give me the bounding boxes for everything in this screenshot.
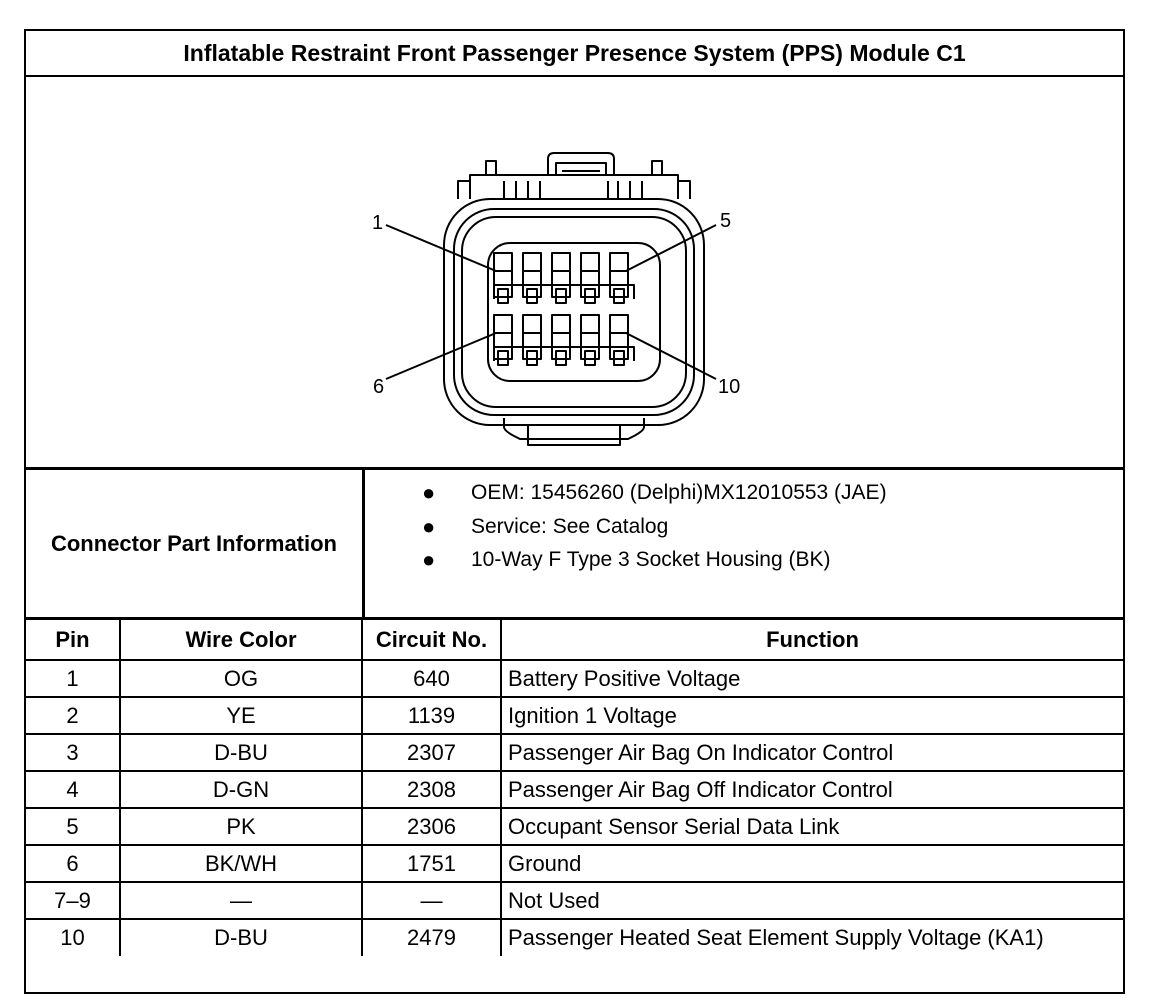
cell-pin: 4 bbox=[26, 771, 120, 808]
cell-function: Not Used bbox=[501, 882, 1123, 919]
connector-info-label: Connector Part Information bbox=[26, 470, 365, 617]
cell-wire-color: D-BU bbox=[120, 919, 362, 956]
cell-function: Passenger Air Bag Off Indicator Control bbox=[501, 771, 1123, 808]
cell-circuit: 2307 bbox=[362, 734, 501, 771]
connector-sheet bbox=[24, 29, 1125, 994]
cell-circuit: 1751 bbox=[362, 845, 501, 882]
table-row bbox=[26, 919, 1123, 956]
pin-5-label: 5 bbox=[720, 210, 732, 232]
pin-table bbox=[26, 620, 1123, 956]
cell-circuit: 1139 bbox=[362, 697, 501, 734]
connector-info-item: ● OEM: 15456260 (Delphi)MX12010553 (JAE) bbox=[365, 476, 887, 510]
cell-pin: 10 bbox=[26, 919, 120, 956]
header-function: Function bbox=[501, 620, 1123, 660]
cell-wire-color: BK/WH bbox=[120, 845, 362, 882]
connector-info-item: ● Service: See Catalog bbox=[365, 510, 887, 544]
cell-pin: 1 bbox=[26, 660, 120, 697]
cell-wire-color: D-BU bbox=[120, 734, 362, 771]
cell-pin: 7–9 bbox=[26, 882, 120, 919]
bullet-icon: ● bbox=[422, 547, 436, 572]
table-row bbox=[26, 882, 1123, 919]
cell-wire-color: YE bbox=[120, 697, 362, 734]
header-circuit: Circuit No. bbox=[362, 620, 501, 660]
table-row bbox=[26, 845, 1123, 882]
table-row bbox=[26, 734, 1123, 771]
cell-pin: 6 bbox=[26, 845, 120, 882]
pin-1-label: 1 bbox=[372, 212, 384, 234]
pin-6-label: 6 bbox=[373, 376, 385, 398]
cell-wire-color: PK bbox=[120, 808, 362, 845]
table-row bbox=[26, 808, 1123, 845]
cell-pin: 3 bbox=[26, 734, 120, 771]
header-wire-color: Wire Color bbox=[120, 620, 362, 660]
cell-circuit: — bbox=[362, 882, 501, 919]
cell-pin: 2 bbox=[26, 697, 120, 734]
connector-diagram bbox=[26, 75, 1123, 470]
header-pin: Pin bbox=[26, 620, 120, 660]
cell-function: Battery Positive Voltage bbox=[501, 660, 1123, 697]
cell-circuit: 2479 bbox=[362, 919, 501, 956]
cell-wire-color: OG bbox=[120, 660, 362, 697]
table-row bbox=[26, 660, 1123, 697]
cell-function: Passenger Air Bag On Indicator Control bbox=[501, 734, 1123, 771]
table-header-row bbox=[26, 620, 1123, 660]
cell-circuit: 640 bbox=[362, 660, 501, 697]
page-title: Inflatable Restraint Front Passenger Presence System (PPS) Module C1 bbox=[26, 31, 1123, 77]
cell-function: Passenger Heated Seat Element Supply Voltage (KA1) bbox=[501, 919, 1123, 956]
cell-function: Ground bbox=[501, 845, 1123, 882]
cell-pin: 5 bbox=[26, 808, 120, 845]
table-row bbox=[26, 697, 1123, 734]
connector-info-list bbox=[365, 476, 887, 577]
cell-function: Occupant Sensor Serial Data Link bbox=[501, 808, 1123, 845]
bullet-icon: ● bbox=[422, 513, 436, 539]
cell-wire-color: D-GN bbox=[120, 771, 362, 808]
cell-function: Ignition 1 Voltage bbox=[501, 697, 1123, 734]
connector-part-info bbox=[26, 470, 1123, 620]
cell-wire-color: — bbox=[120, 882, 362, 919]
bullet-icon: ● bbox=[422, 480, 436, 505]
pin-10-label: 10 bbox=[718, 376, 741, 398]
cell-circuit: 2306 bbox=[362, 808, 501, 845]
table-row bbox=[26, 771, 1123, 808]
connector-info-item: ● 10-Way F Type 3 Socket Housing (BK) bbox=[365, 543, 887, 577]
connector-face-drawing bbox=[26, 75, 1123, 467]
cell-circuit: 2308 bbox=[362, 771, 501, 808]
